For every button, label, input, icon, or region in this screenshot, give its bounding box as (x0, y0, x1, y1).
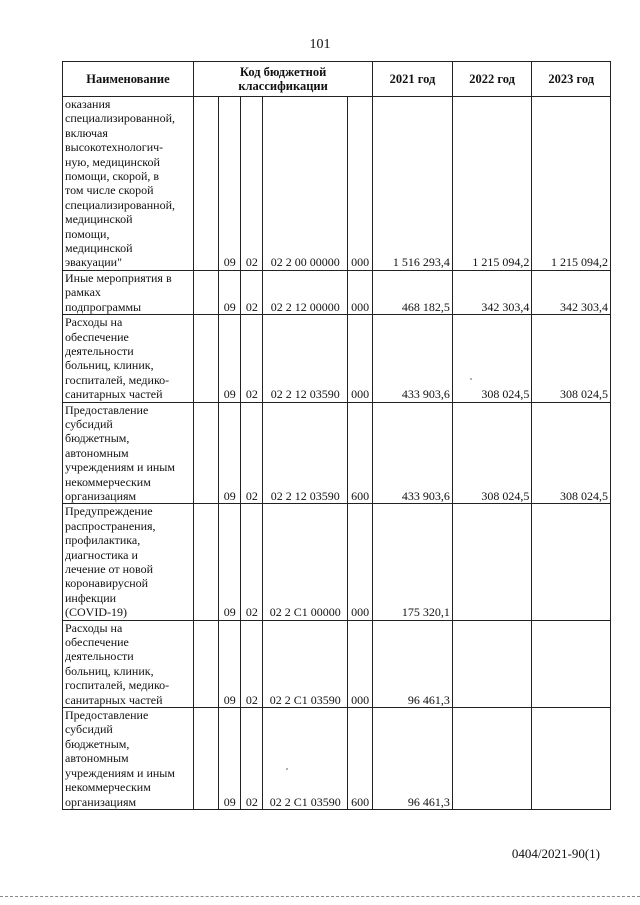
cell-blank (193, 402, 218, 504)
cell-value-2021: 433 903,6 (373, 315, 453, 402)
cell-name-line: помощи, (65, 226, 110, 241)
cell-name-line: некоммерческим (65, 474, 151, 489)
cell-name-line: медицинской (65, 241, 133, 256)
cell-name-line: деятельности (65, 649, 134, 664)
scan-edge-line (0, 896, 640, 897)
table-row (63, 270, 611, 314)
cell-name-line: коронавирусной (65, 576, 149, 591)
cell-blank (193, 620, 218, 707)
cell-name-line: подпрограммы (65, 299, 142, 314)
cell-subsection: 02 (241, 270, 263, 314)
cell-name-line: учреждениям и иным (65, 460, 175, 475)
cell-name-line: медицинской (65, 212, 133, 227)
cell-section: 09 (219, 97, 241, 271)
table-row (63, 504, 611, 620)
cell-subsection: 02 (241, 708, 263, 810)
table-row (63, 708, 611, 810)
cell-name-line: больниц, клиник, (65, 358, 154, 373)
cell-value-2023 (532, 620, 611, 707)
cell-name-line: профилактика, (65, 533, 141, 548)
cell-name-line: специализированной, (65, 111, 176, 126)
cell-name-line: распространения, (65, 518, 156, 533)
header-name: Наименование (63, 62, 194, 97)
cell-target-article: 02 2 12 00000 (263, 270, 348, 314)
cell-section: 09 (219, 402, 241, 504)
cell-name-line: высокотехнологич- (65, 140, 164, 155)
cell-name (63, 504, 194, 620)
cell-name (63, 315, 194, 402)
cell-name-line: госпиталей, медико- (65, 678, 170, 693)
cell-section: 09 (219, 708, 241, 810)
cell-blank (193, 270, 218, 314)
cell-name-line: том числе скорой (65, 183, 154, 198)
cell-section: 09 (219, 504, 241, 620)
cell-value-2022 (452, 620, 532, 707)
cell-value-2021: 433 903,6 (373, 402, 453, 504)
table-row (63, 315, 611, 402)
cell-expense-type: 600 (348, 708, 373, 810)
cell-subsection: 02 (241, 97, 263, 271)
cell-value-2022 (452, 504, 532, 620)
cell-section: 09 (219, 620, 241, 707)
table-header-row (63, 62, 611, 97)
cell-name-line: лечение от новой (65, 562, 154, 576)
cell-expense-type: 000 (348, 504, 373, 620)
cell-name-line: обеспечение (65, 635, 129, 650)
cell-name-line: рамках (65, 285, 101, 300)
cell-value-2023 (532, 504, 611, 620)
cell-name-line: санитарных частей (65, 692, 163, 707)
cell-name-line: оказания (65, 97, 111, 111)
cell-name-line: Иные мероприятия в (65, 270, 172, 285)
cell-name-line: деятельности (65, 343, 134, 358)
cell-value-2021: 96 461,3 (373, 620, 453, 707)
cell-expense-type: 000 (348, 315, 373, 402)
cell-value-2023: 308 024,5 (532, 402, 611, 504)
header-code: Код бюджетной классификации (193, 62, 372, 97)
cell-value-2021: 1 516 293,4 (373, 97, 453, 271)
cell-value-2021: 175 320,1 (373, 504, 453, 620)
cell-value-2022: 308 024,5 (452, 402, 532, 504)
cell-target-article: 02 2 00 00000 (263, 97, 348, 271)
cell-expense-type: 000 (348, 97, 373, 271)
cell-subsection: 02 (241, 504, 263, 620)
cell-name-line: инфекции (65, 590, 117, 605)
cell-value-2023: 308 024,5 (532, 315, 611, 402)
cell-blank (193, 708, 218, 810)
cell-name-line: некоммерческим (65, 780, 151, 795)
cell-name-line: санитарных частей (65, 387, 163, 402)
cell-section: 09 (219, 315, 241, 402)
cell-target-article: 02 2 C1 03590 (263, 620, 348, 707)
cell-name-line: диагностика и (65, 547, 138, 562)
cell-name-line: Предупреждение (65, 504, 153, 519)
cell-name-line: Предоставление (65, 708, 149, 723)
cell-name-line: Расходы на (65, 315, 123, 330)
cell-name (63, 402, 194, 504)
cell-name-line: бюджетным, (65, 431, 130, 446)
cell-name-line: субсидий (65, 416, 113, 431)
cell-value-2023: 1 215 094,2 (532, 97, 611, 271)
cell-target-article: 02 2 C1 03590 (263, 708, 348, 810)
cell-name-line: Расходы на (65, 620, 123, 635)
cell-name (63, 620, 194, 707)
cell-value-2022 (452, 708, 532, 810)
cell-value-2021: 96 461,3 (373, 708, 453, 810)
cell-expense-type: 600 (348, 402, 373, 504)
cell-name-line: Предоставление (65, 402, 149, 417)
scan-speck (470, 378, 472, 380)
header-2021: 2021 год (373, 62, 453, 97)
cell-target-article: 02 2 12 03590 (263, 402, 348, 504)
cell-target-article: 02 2 C1 00000 (263, 504, 348, 620)
cell-subsection: 02 (241, 315, 263, 402)
cell-name-line: обеспечение (65, 329, 129, 344)
table-row (63, 402, 611, 504)
cell-name-line: организациям (65, 794, 137, 809)
cell-value-2023 (532, 708, 611, 810)
cell-name-line: больниц, клиник, (65, 663, 154, 678)
page-number: 101 (309, 37, 331, 52)
cell-name-line: (COVID-19) (65, 605, 127, 620)
cell-subsection: 02 (241, 620, 263, 707)
document-code: 0404/2021-90(1) (511, 846, 600, 861)
header-2022: 2022 год (452, 62, 532, 97)
cell-blank (193, 504, 218, 620)
cell-name-line: помощи, скорой, в (65, 169, 160, 184)
table-row (63, 97, 611, 271)
cell-name (63, 270, 194, 314)
cell-blank (193, 97, 218, 271)
cell-name-line: госпиталей, медико- (65, 372, 170, 387)
cell-value-2022: 1 215 094,2 (452, 97, 532, 271)
cell-value-2023: 342 303,4 (532, 270, 611, 314)
cell-name-line: включая (65, 125, 108, 140)
cell-name-line: ную, медицинской (65, 154, 160, 169)
cell-name-line: эвакуации" (65, 255, 122, 270)
cell-expense-type: 000 (348, 270, 373, 314)
cell-name-line: автономным (65, 751, 129, 766)
table-row (63, 620, 611, 707)
header-2023: 2023 год (532, 62, 611, 97)
cell-value-2021: 468 182,5 (373, 270, 453, 314)
cell-section: 09 (219, 270, 241, 314)
cell-name (63, 97, 194, 271)
cell-name-line: учреждениям и иным (65, 765, 175, 780)
cell-name-line: бюджетным, (65, 736, 130, 751)
cell-target-article: 02 2 12 03590 (263, 315, 348, 402)
cell-name-line: организациям (65, 488, 137, 503)
cell-name (63, 708, 194, 810)
scan-speck (286, 768, 288, 770)
cell-value-2022: 342 303,4 (452, 270, 532, 314)
cell-blank (193, 315, 218, 402)
cell-name-line: автономным (65, 445, 129, 460)
cell-subsection: 02 (241, 402, 263, 504)
cell-name-line: специализированной, (65, 197, 176, 212)
cell-expense-type: 000 (348, 620, 373, 707)
cell-name-line: субсидий (65, 722, 113, 737)
cell-value-2022: 308 024,5 (452, 315, 532, 402)
budget-table (62, 61, 611, 810)
